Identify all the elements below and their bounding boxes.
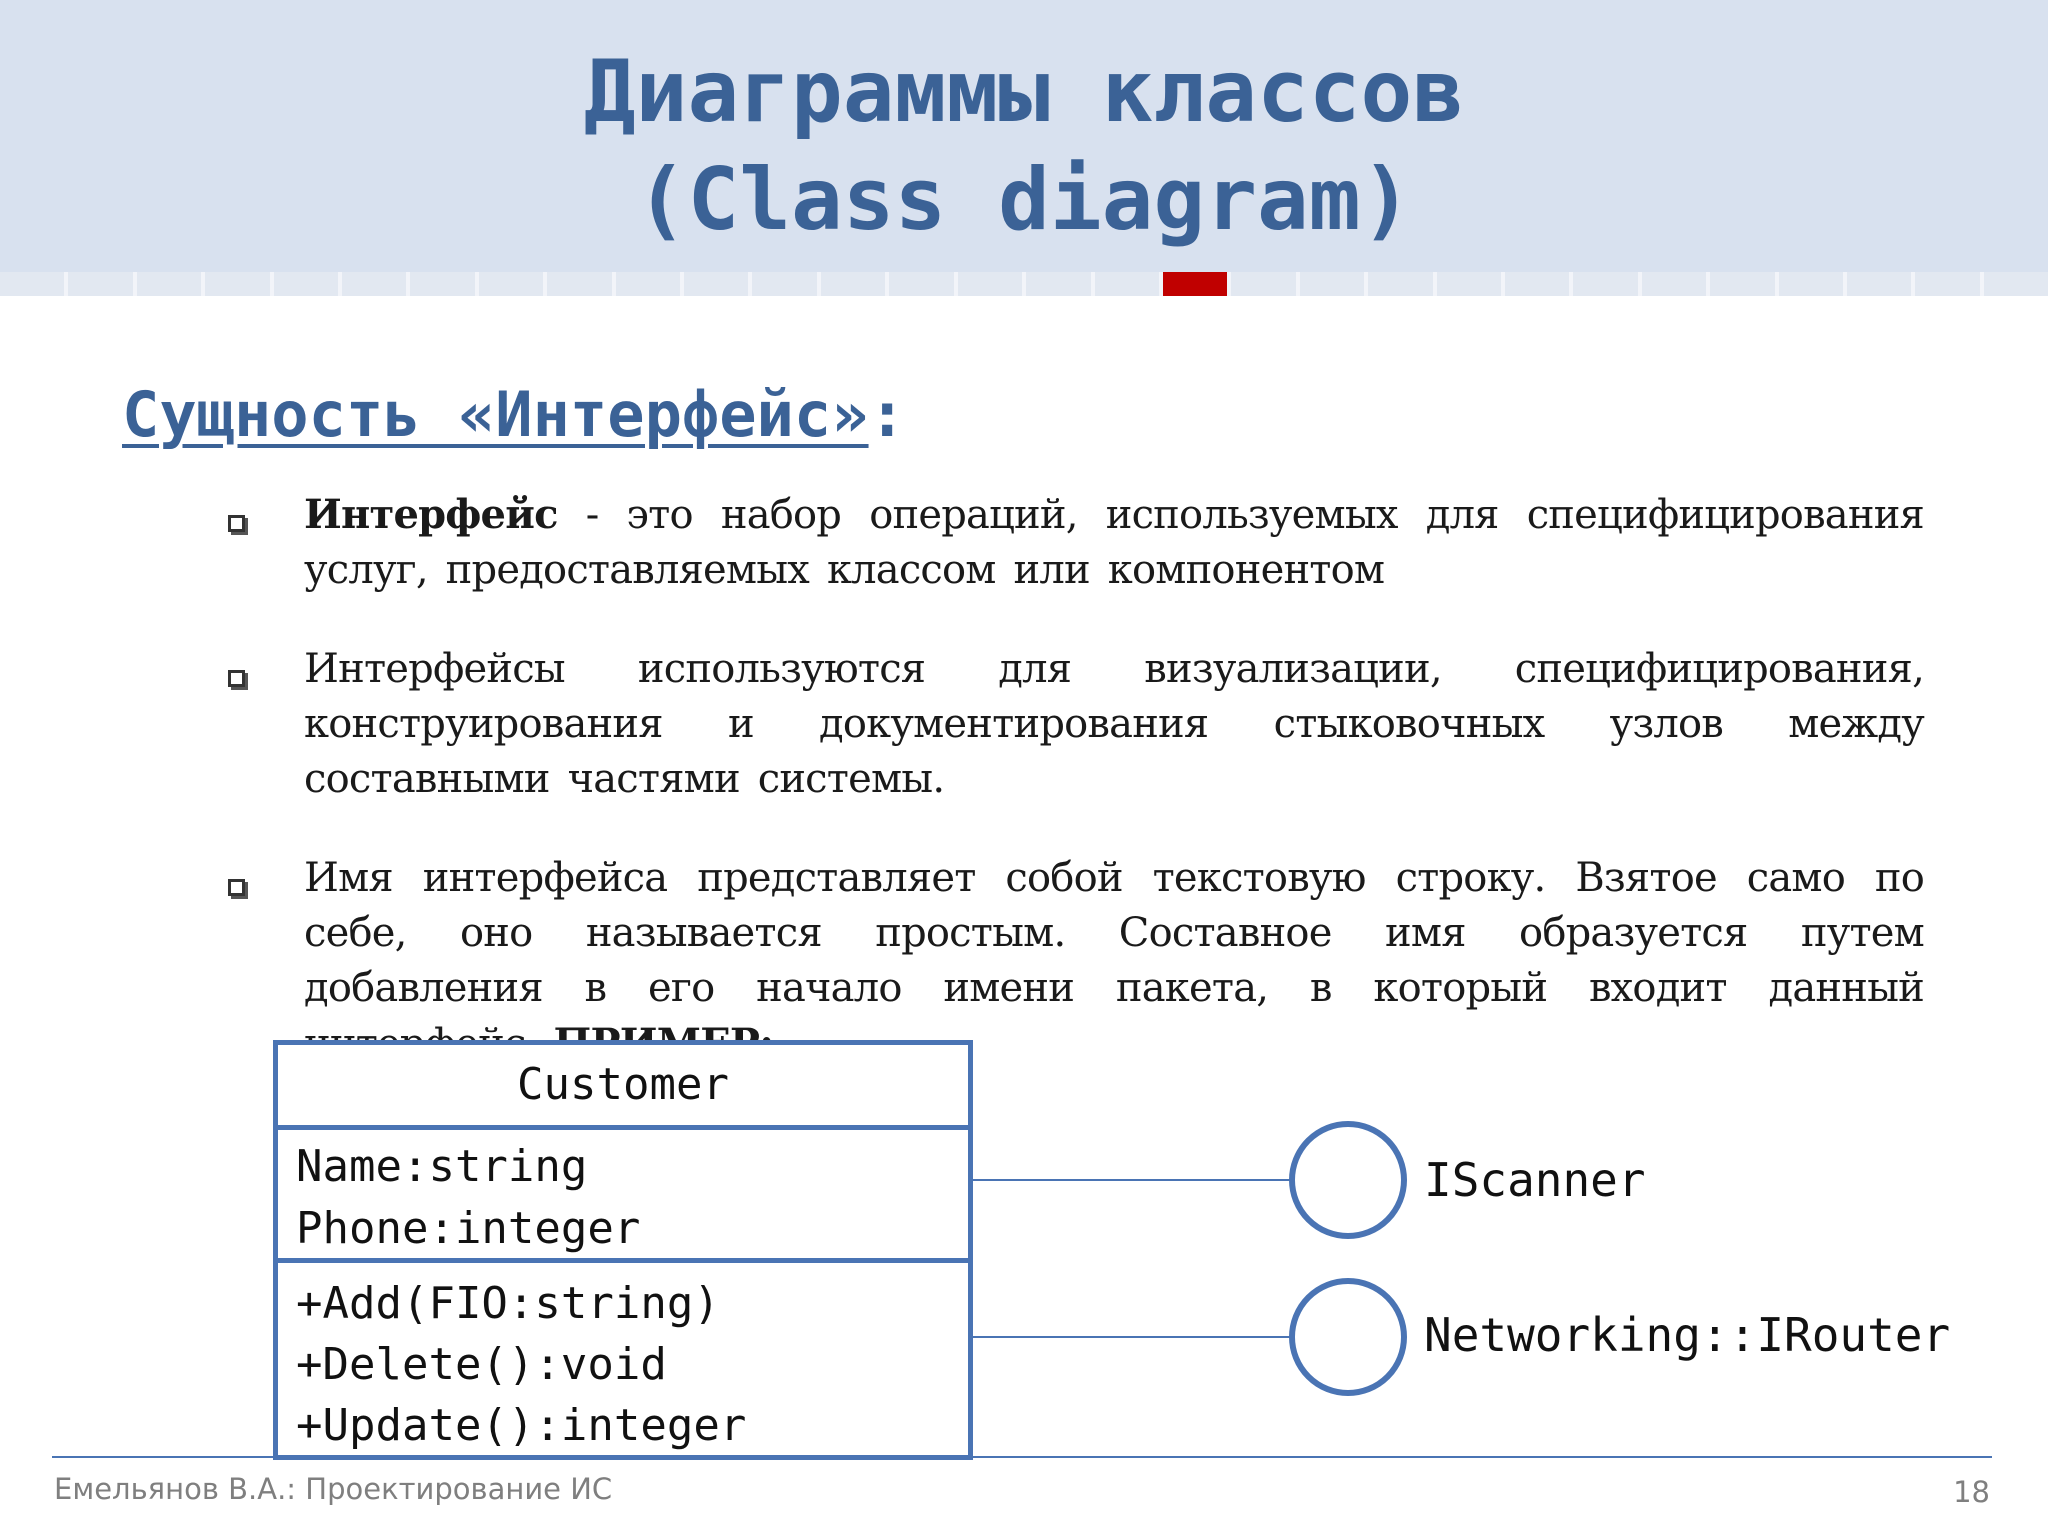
progress-segment <box>68 272 132 296</box>
progress-segment <box>958 272 1022 296</box>
footer-author: Емельянов В.А.: Проектирование ИС <box>54 1472 613 1506</box>
slide-title-line-1: Диаграммы классов <box>583 42 1465 142</box>
progress-segment <box>1984 272 2048 296</box>
uml-class-box <box>273 1040 973 1460</box>
uml-attribute: Name:string <box>296 1141 588 1192</box>
slide-header <box>0 0 2048 272</box>
section-heading <box>122 375 906 455</box>
progress-segment <box>1095 272 1159 296</box>
interface-lollipop-iscanner <box>1292 1124 1404 1236</box>
progress-segment <box>684 272 748 296</box>
slide-progress-bar <box>0 272 2048 296</box>
progress-segment <box>1368 272 1432 296</box>
progress-segment <box>1505 272 1569 296</box>
progress-segment <box>616 272 680 296</box>
bullet-text <box>304 487 1924 598</box>
bullet-body: - это набор операций, используемых для специфицирования услуг, предоставляемых классом или компонентом <box>304 492 1924 593</box>
square-bullet-icon <box>228 670 245 687</box>
progress-segment <box>1231 272 1295 296</box>
bullet-list <box>228 487 1924 1116</box>
uml-class-name: Customer <box>278 1045 968 1130</box>
progress-segment <box>0 272 64 296</box>
uml-operation: +Update():integer <box>296 1400 747 1451</box>
progress-segment <box>410 272 474 296</box>
bullet-bold-term: Интерфейс <box>304 491 558 538</box>
progress-segment <box>1915 272 1979 296</box>
progress-segment <box>1300 272 1364 296</box>
progress-segment <box>274 272 338 296</box>
slide-title-line-2: (Class diagram) <box>635 150 1413 250</box>
uml-operation: +Add(FIO:string) <box>296 1278 720 1329</box>
bullet-item <box>228 851 1924 1072</box>
progress-segment-current <box>1163 272 1227 296</box>
progress-segment <box>1642 272 1706 296</box>
square-bullet-icon <box>228 879 245 896</box>
progress-segment <box>1779 272 1843 296</box>
bullet-body: Имя интерфейса представляет собой текстовую строку. Взятое само по себе, оно называется простым. Составное имя образуется путем добавления в его начало имени пакета, в который входит данный <box>304 855 1924 1011</box>
uml-attributes-compartment <box>278 1130 968 1263</box>
square-bullet-icon <box>228 515 245 532</box>
section-heading-text: Сущность «Интерфейс» <box>122 378 869 451</box>
footer-divider <box>52 1456 1992 1458</box>
bullet-text: Интерфейсы используются для визуализации, специфицирования, конструирования и документирования стыковочных узлов между составными частями системы. <box>304 646 1924 802</box>
progress-segment <box>1026 272 1090 296</box>
bullet-item <box>228 642 1924 807</box>
progress-segment <box>821 272 885 296</box>
uml-attribute: Phone:integer <box>296 1203 641 1254</box>
progress-segment <box>479 272 543 296</box>
page-number: 18 <box>1953 1475 1990 1509</box>
progress-segment <box>1710 272 1774 296</box>
interface-label-iscanner: IScanner <box>1424 1153 1646 1207</box>
bullet-item <box>228 487 1924 598</box>
interface-lollipop-irouter <box>1292 1281 1404 1393</box>
bullet-text <box>304 851 1924 1072</box>
progress-segment <box>342 272 406 296</box>
progress-segment <box>889 272 953 296</box>
progress-segment <box>205 272 269 296</box>
section-heading-colon: : <box>868 378 906 451</box>
progress-segment <box>547 272 611 296</box>
uml-operation: +Delete():void <box>296 1339 667 1390</box>
progress-segment <box>137 272 201 296</box>
progress-segment <box>1847 272 1911 296</box>
uml-operations-compartment <box>278 1263 968 1456</box>
slide-title <box>0 38 2048 254</box>
progress-segment <box>752 272 816 296</box>
progress-segment <box>1573 272 1637 296</box>
interface-label-irouter: Networking::IRouter <box>1424 1308 1951 1362</box>
progress-segment <box>1437 272 1501 296</box>
